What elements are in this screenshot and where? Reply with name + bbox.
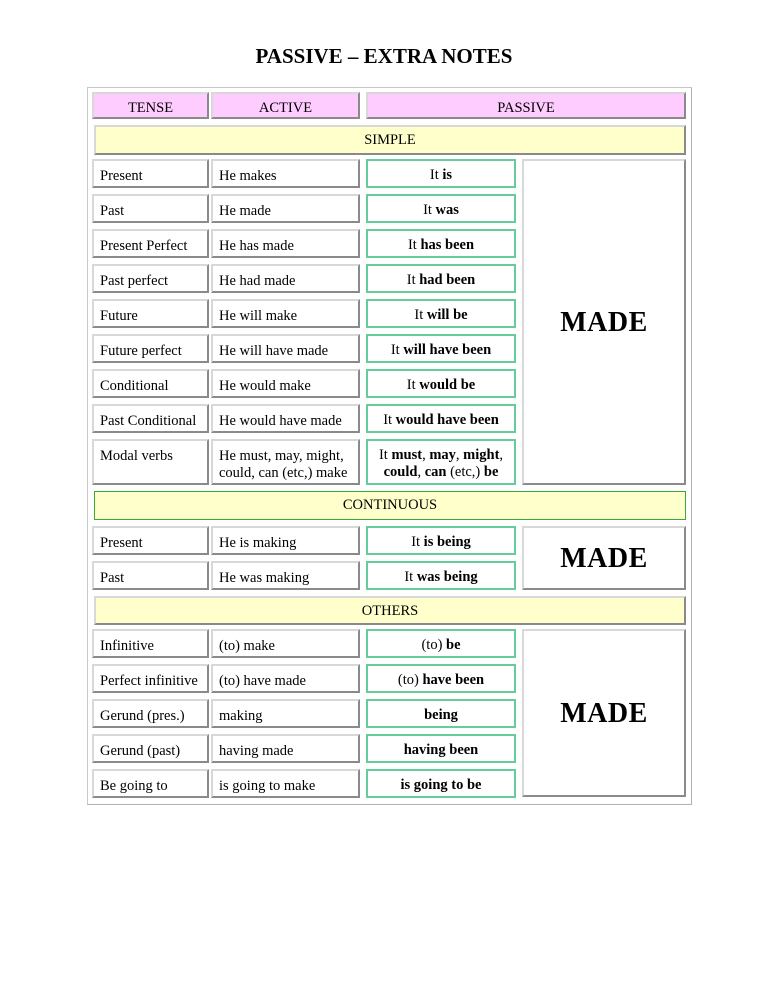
tense-cell: Be going to bbox=[92, 769, 209, 798]
active-cell: He would have made bbox=[211, 404, 360, 433]
header-tense: TENSE bbox=[92, 92, 209, 119]
passive-verb: must bbox=[391, 447, 423, 463]
passive-cell bbox=[366, 334, 516, 363]
passive-text: It bbox=[423, 202, 436, 218]
tense-cell: Past bbox=[92, 194, 209, 223]
active-cell: is going to make bbox=[211, 769, 360, 798]
passive-text: (to) bbox=[421, 637, 447, 653]
passive-verb: has been bbox=[420, 237, 475, 253]
tense-cell: Present Perfect bbox=[92, 229, 209, 258]
tense-cell: Infinitive bbox=[92, 629, 209, 658]
passive-cell bbox=[366, 664, 516, 693]
passive-cell bbox=[366, 439, 516, 485]
page-title: PASSIVE – EXTRA NOTES bbox=[255, 44, 513, 68]
passive-verb: have been bbox=[422, 672, 485, 688]
passive-text: , bbox=[417, 464, 425, 480]
tense-cell: Past bbox=[92, 561, 209, 590]
header-active: ACTIVE bbox=[211, 92, 360, 119]
tense-cell: Future bbox=[92, 299, 209, 328]
passive-text: It bbox=[378, 447, 392, 463]
tense-cell: Past perfect bbox=[92, 264, 209, 293]
active-cell: He was making bbox=[211, 561, 360, 590]
tense-cell: Gerund (past) bbox=[92, 734, 209, 763]
passive-text: It bbox=[429, 167, 443, 183]
passive-cell bbox=[366, 629, 516, 658]
tense-cell: Modal verbs bbox=[92, 439, 209, 485]
active-cell: having made bbox=[211, 734, 360, 763]
passive-verb: will have been bbox=[403, 342, 492, 358]
section-continuous: CONTINUOUS bbox=[94, 491, 686, 520]
passive-verb: having been bbox=[403, 742, 479, 758]
passive-verb: would be bbox=[419, 377, 476, 393]
passive-cell bbox=[366, 734, 516, 763]
passive-text: , bbox=[499, 447, 504, 463]
passive-verb: had been bbox=[419, 272, 476, 288]
passive-text: , bbox=[422, 447, 430, 463]
passive-verb: be bbox=[446, 637, 461, 653]
tense-cell: Future perfect bbox=[92, 334, 209, 363]
active-cell: He had made bbox=[211, 264, 360, 293]
passive-cell bbox=[366, 526, 516, 555]
active-cell: He would make bbox=[211, 369, 360, 398]
passive-cell bbox=[366, 369, 516, 398]
header-passive: PASSIVE bbox=[366, 92, 686, 119]
section-simple: SIMPLE bbox=[94, 125, 686, 155]
tense-cell: Gerund (pres.) bbox=[92, 699, 209, 728]
passive-text: (to) bbox=[397, 672, 423, 688]
passive-text: It bbox=[404, 569, 417, 585]
active-cell: making bbox=[211, 699, 360, 728]
passive-verb: be bbox=[483, 464, 499, 480]
passive-verb: will be bbox=[426, 307, 468, 323]
made-cell: MADE bbox=[522, 629, 686, 797]
passive-verb: is going to be bbox=[400, 777, 482, 793]
passive-verb: may bbox=[429, 447, 456, 463]
passive-verb: could bbox=[383, 464, 418, 480]
passive-text: (etc,) bbox=[446, 464, 484, 480]
passive-verb: might bbox=[463, 447, 500, 463]
passive-verb: can bbox=[424, 464, 447, 480]
active-cell: He will make bbox=[211, 299, 360, 328]
passive-cell bbox=[366, 299, 516, 328]
passive-verb: being bbox=[424, 707, 458, 723]
active-cell: (to) make bbox=[211, 629, 360, 658]
made-cell: MADE bbox=[522, 526, 686, 590]
active-cell: He must, may, might, could, can (etc,) make bbox=[211, 439, 360, 485]
passive-cell bbox=[366, 769, 516, 798]
passive-cell bbox=[366, 699, 516, 728]
passive-text: It bbox=[390, 342, 404, 358]
passive-text: It bbox=[407, 237, 421, 253]
passive-text: It bbox=[406, 272, 420, 288]
active-cell: (to) have made bbox=[211, 664, 360, 693]
passive-text: It bbox=[414, 307, 427, 323]
passive-text: It bbox=[411, 534, 424, 550]
active-cell: He makes bbox=[211, 159, 360, 188]
tense-cell: Present bbox=[92, 159, 209, 188]
passive-cell bbox=[366, 404, 516, 433]
passive-cell bbox=[366, 159, 516, 188]
passive-text: , bbox=[455, 447, 464, 463]
tense-cell: Past Conditional bbox=[92, 404, 209, 433]
tense-cell: Conditional bbox=[92, 369, 209, 398]
passive-verb: was being bbox=[416, 569, 478, 585]
passive-text: It bbox=[383, 412, 396, 428]
tense-cell: Present bbox=[92, 526, 209, 555]
active-cell: He will have made bbox=[211, 334, 360, 363]
passive-cell bbox=[366, 264, 516, 293]
passive-verb: would have been bbox=[395, 412, 499, 428]
made-cell: MADE bbox=[522, 159, 686, 485]
passive-verb: is bbox=[442, 167, 453, 183]
passive-cell bbox=[366, 194, 516, 223]
passive-cell bbox=[366, 561, 516, 590]
tense-cell: Perfect infinitive bbox=[92, 664, 209, 693]
passive-cell bbox=[366, 229, 516, 258]
passive-text: It bbox=[406, 377, 420, 393]
active-cell: He made bbox=[211, 194, 360, 223]
active-cell: He is making bbox=[211, 526, 360, 555]
passive-verb: is being bbox=[423, 534, 471, 550]
active-cell: He has made bbox=[211, 229, 360, 258]
section-others: OTHERS bbox=[94, 596, 686, 625]
passive-verb: was bbox=[435, 202, 459, 218]
